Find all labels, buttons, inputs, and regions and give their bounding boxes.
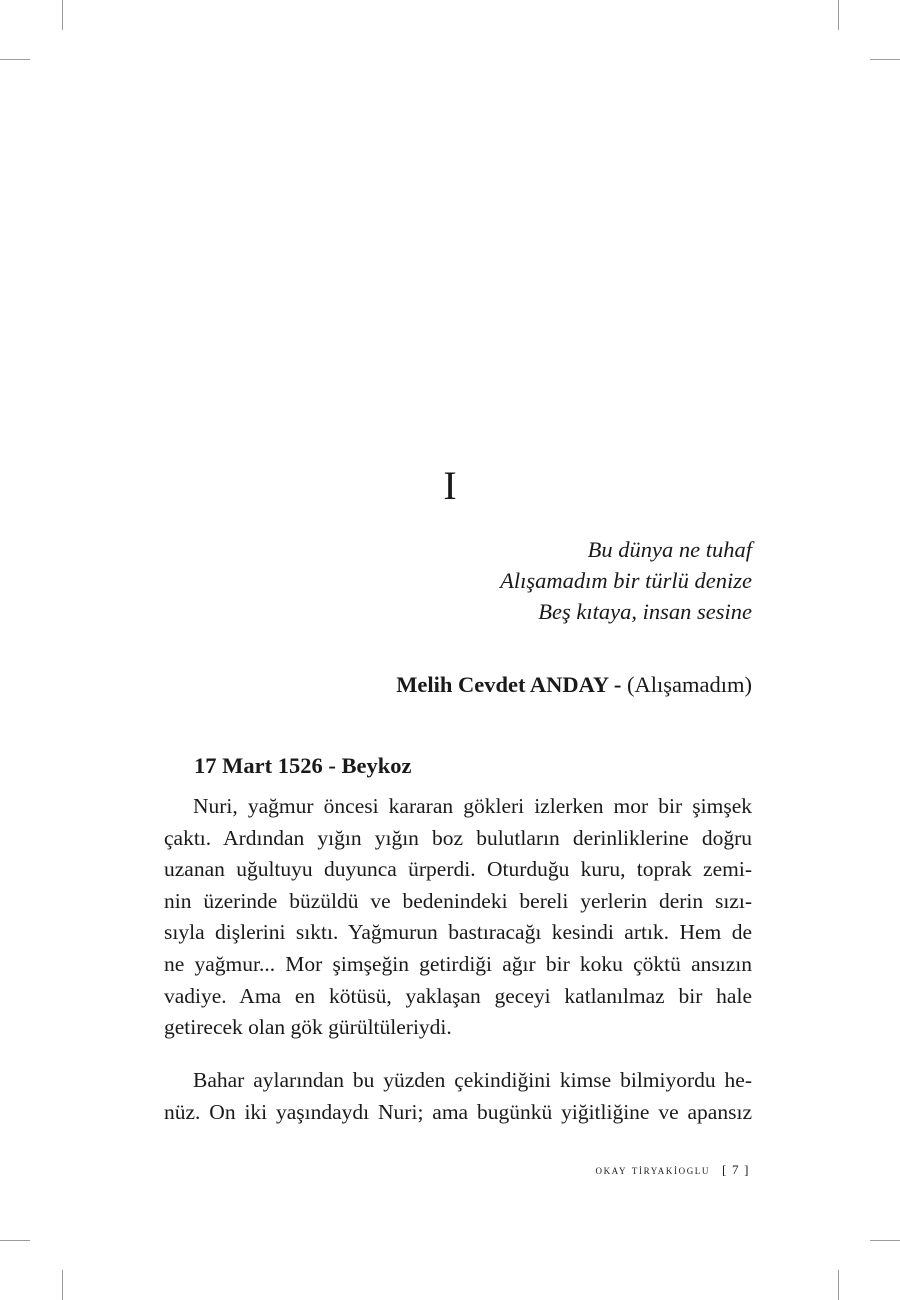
chapter-number: I <box>443 463 457 508</box>
text-line: çaktı. Ardından yığın yığın boz bulutların derinliklerine doğru <box>164 825 752 850</box>
crop-mark-right-bottom <box>870 1240 900 1241</box>
text-line: Nuri, yağmur öncesi kararan gökleri izlerken mor bir şimşek <box>193 794 752 818</box>
text-line: nüz. On iki yaşındaydı Nuri; ama bugünkü yiğitliğine ve apansız <box>164 1099 752 1124</box>
text-line: getirecek olan gök gürültüleriydi. <box>164 1015 452 1040</box>
epigraph-author: Melih Cevdet ANDAY <box>396 672 609 697</box>
text-line: nin üzerinde büzüldü ve bedenindeki bereli yerlerin derin sızı- <box>164 888 752 913</box>
footer-bracket-close: ] <box>744 1162 750 1177</box>
crop-mark-bottom-left <box>62 1270 63 1300</box>
page-number: 7 <box>731 1162 741 1177</box>
epigraph-source: (Alışamadım) <box>627 672 752 697</box>
attribution-separator: - <box>608 672 628 697</box>
epigraph-attribution <box>396 669 752 700</box>
footer-author: okay ti̇ryaki̇oglu <box>595 1162 711 1177</box>
crop-mark-left-bottom <box>0 1240 30 1241</box>
text-line: sıyla dişlerini sıktı. Yağmurun bastıracağı kesindi artık. Hem de <box>164 920 752 945</box>
running-footer <box>595 1162 754 1178</box>
paragraph-1 <box>164 791 752 1044</box>
epigraph-line: Bu dünya ne tuhaf <box>587 537 752 562</box>
epigraph <box>500 534 752 627</box>
crop-mark-top-left <box>62 0 63 30</box>
crop-mark-right-top <box>870 59 900 60</box>
paragraph-2 <box>164 1065 752 1128</box>
footer-bracket-open: [ <box>722 1162 728 1177</box>
text-line: uzanan uğultuyu duyunca ürperdi. Oturduğu kuru, toprak zemi- <box>164 857 752 882</box>
crop-mark-top-right <box>838 0 839 30</box>
crop-mark-bottom-right <box>838 1270 839 1300</box>
text-line: Bahar aylarından bu yüzden çekindiğini kimse bilmiyordu he- <box>193 1068 752 1092</box>
crop-mark-left-top <box>0 59 30 60</box>
text-line: ne yağmur... Mor şimşeğin getirdiği ağır bir koku çöktü ansızın <box>164 951 752 976</box>
section-heading: 17 Mart 1526 - Beykoz <box>194 753 412 778</box>
epigraph-line: Alışamadım bir türlü denize <box>500 568 752 593</box>
text-line: vadiye. Ama en kötüsü, yaklaşan geceyi katlanılmaz bir hale <box>164 983 752 1008</box>
epigraph-line: Beş kıtaya, insan sesine <box>538 599 752 624</box>
